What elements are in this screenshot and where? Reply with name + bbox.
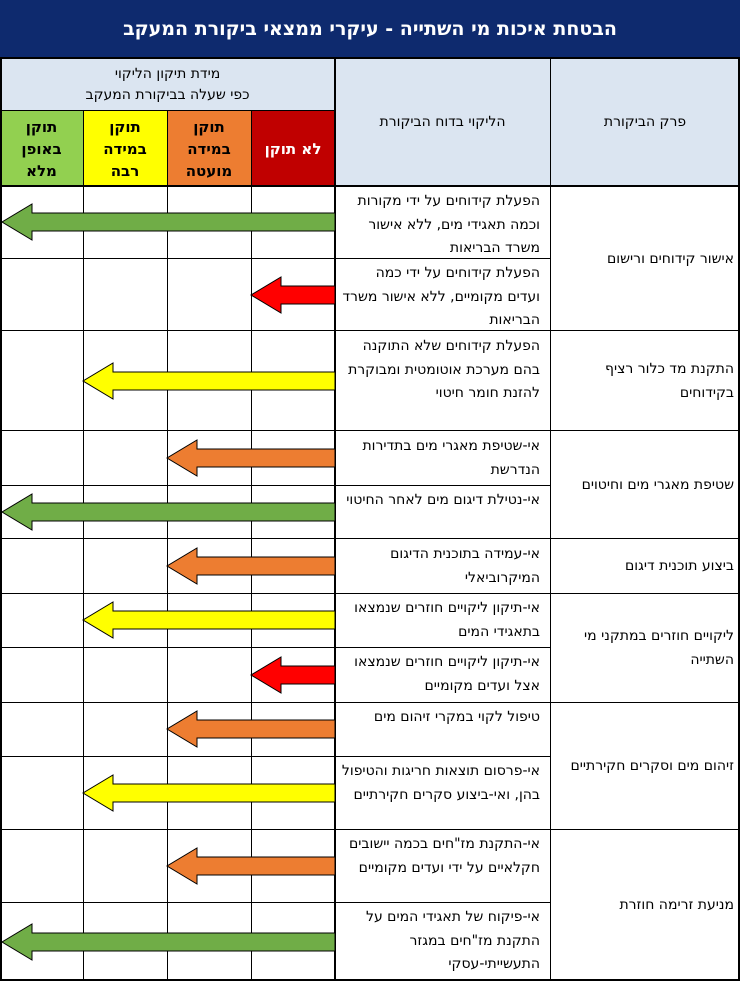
finding-header: הליקוי בדוח הביקורת (335, 59, 550, 186)
finding-text: אי-עמידה בתוכנית הדיגום המיקרוביאלי (390, 546, 540, 586)
finding-text: טיפול לקוי במקרי זיהום מים (373, 709, 540, 725)
level-arrow (83, 363, 335, 399)
level-arrow (83, 602, 335, 638)
finding-text: הפעלת קידוחים שלא התוקנה בהם מערכת אוטומטית ומבוקרת להזנת חומר חיטוי (348, 338, 540, 401)
finding-text: אי-שטיפת מאגרי מים בתדירות הנדרשת (362, 438, 540, 478)
level-label: תוקן באופן מלא (21, 117, 62, 180)
level-label: תוקן במידה רבה (103, 117, 147, 180)
finding-text: אי-פיקוח של תאגידי המים על התקנת מז"חים במגזר התעשייתי-עסקי (365, 909, 540, 972)
chapter-name: מניעת זרימה חוזרת (619, 897, 734, 913)
finding-text: אי-פרסום תוצאות חריגות והטיפול בהן, ואי-ביצוע סקרים חקירתיים (341, 763, 540, 803)
chapter-header: פרק הביקורת (550, 59, 740, 186)
chapter-name: ביצוע תוכנית דיגום (624, 558, 734, 574)
chapter-name: ליקויים חוזרים במתקני מי השתייה (584, 627, 734, 668)
chapter-name: זיהום מים וסקרים חקירתיים (570, 757, 734, 774)
chapter-name: אישור קידוחים ורישום (607, 250, 734, 267)
finding-text: אי-התקנת מז"חים בכמה יישובים חקלאיים על ידי ועדים מקומיים (348, 836, 540, 876)
level-arrow (167, 711, 335, 747)
level-label: תוקן במידה מועטה (185, 117, 233, 180)
finding-text: הפעלת קידוחים על ידי מקורות וכמה תאגידי מים, ללא אישור משרד הבריאות (357, 193, 540, 256)
level-arrow (2, 204, 335, 240)
finding-text: הפעלת קידוחים על ידי כמה ועדים מקומיים, ללא אישור משרד הבריאות (342, 265, 540, 328)
level-arrow (167, 848, 335, 884)
fix-level-header-line2: כפי שעלה בביקורת המעקב (85, 87, 250, 103)
level-arrow (167, 440, 335, 476)
page-title: הבטחת איכות מי השתייה - עיקרי ממצאי ביקורת המעקב (0, 0, 740, 57)
level-arrow (83, 775, 335, 811)
level-arrow (2, 494, 335, 530)
fix-level-header-line1: מידת תיקון הליקוי (114, 66, 221, 82)
finding-text: אי-תיקון ליקויים חוזרים שנמצאו אצל ועדים מקומיים (354, 654, 540, 694)
level-arrow (251, 657, 335, 693)
level-arrow (167, 548, 335, 584)
level-arrow (2, 924, 335, 960)
chapter-name: התקנת מד כלור רציף בקידוחים (605, 361, 734, 401)
finding-text: אי-נטילת דיגום מים לאחר החיטוי (346, 492, 540, 508)
level-label: לא תוקן (264, 139, 322, 158)
chapter-name: שטיפת מאגרי מים וחיטוים (581, 477, 734, 493)
level-arrow (251, 277, 335, 313)
finding-text: אי-תיקון ליקויים חוזרים שנמצאו בתאגידי המים (354, 600, 540, 640)
